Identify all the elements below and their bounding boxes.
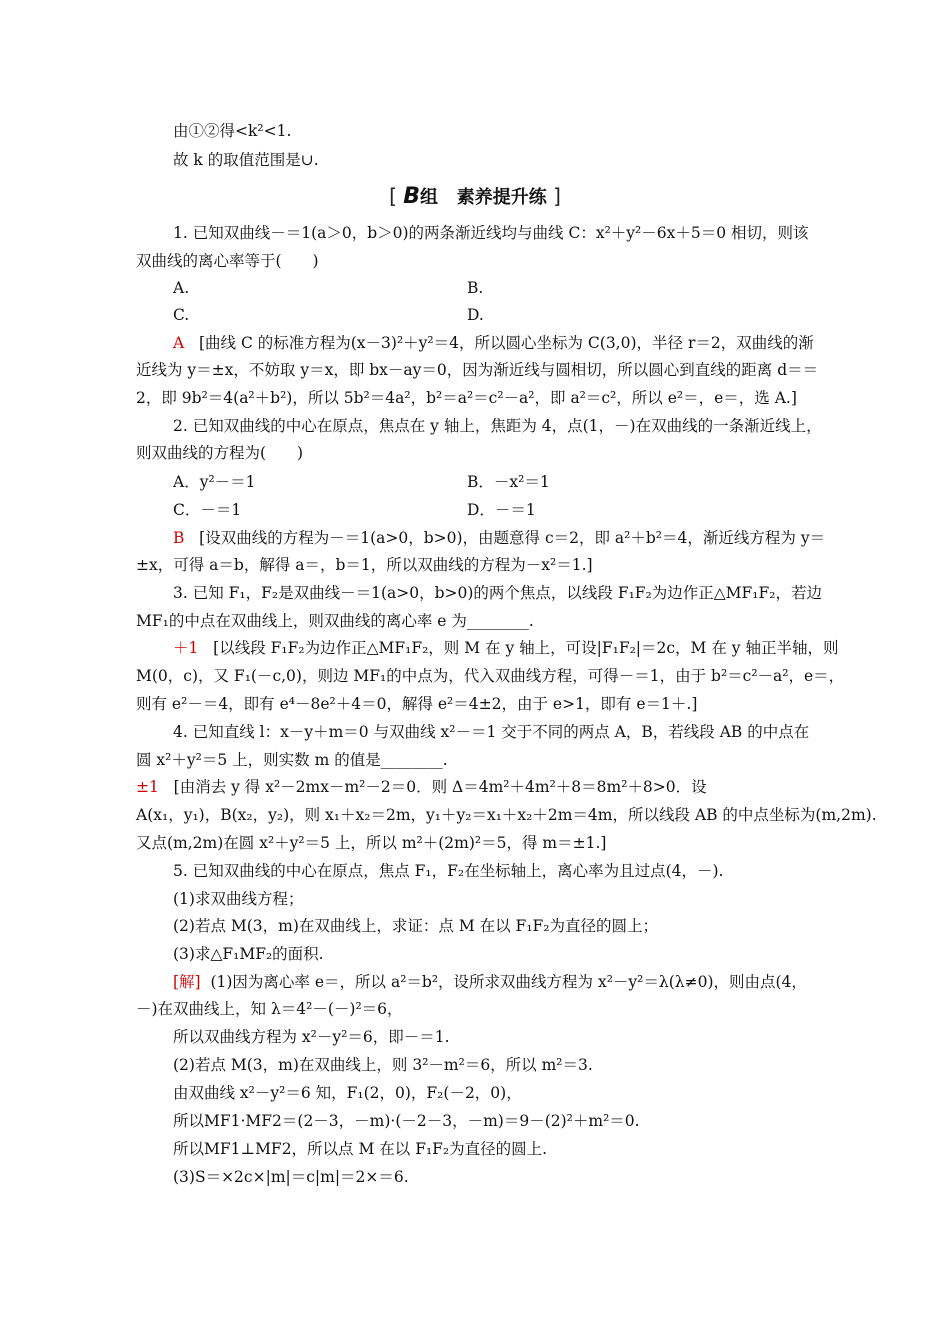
q3-solution-text-1: [以线段 F₁F₂为边作正△MF₁F₂，则 M 在 y 轴上，可设|F₁F₂|＝2c，M 在 y 轴正半轴，则 <box>213 639 839 657</box>
q1-option-d: D. <box>467 306 484 324</box>
q1-solution-line-3: 2，即 9b²＝4(a²＋b²)，所以 5b²＝4a²，b²＝a²＝c²－a²，即 a²＝c²，所以 e²＝，e＝，选 A.] <box>136 389 797 407</box>
q2-option-b: B．－x²＝1 <box>467 473 550 491</box>
q5-part-2: (2)若点 M(3，m)在双曲线上，求证：点 M 在以 F₁F₂为直径的圆上； <box>173 917 658 935</box>
q1-option-c: C. <box>173 306 190 324</box>
header-title: 素养提升练 <box>456 187 547 208</box>
q2-stem-line-1: 2. 已知双曲线的中心在原点，焦点在 y 轴上，焦距为 4，点(1，－)在双曲线的一条渐近线上， <box>173 417 822 435</box>
q5-solution-line-7: 所以MF1⊥MF2，所以点 M 在以 F₁F₂为直径的圆上. <box>173 1140 548 1158</box>
q4-solution-text-1: [由消去 y 得 x²－2mx－m²－2＝0．则 Δ＝4m²＋4m²＋8＝8m²＋8>0．设 <box>173 778 707 796</box>
q1-answer: A <box>173 334 185 352</box>
q5-solution-line-1 <box>173 971 807 993</box>
q5-answer-tag: [解] <box>173 973 201 991</box>
top-line-1: 由①②得<k²<1. <box>173 122 292 140</box>
q5-solution-line-5: 由双曲线 x²－y²＝6 知，F₁(2，0)，F₂(－2，0)， <box>173 1084 522 1102</box>
q4-solution-line-1 <box>136 776 707 798</box>
q5-solution-text-1: (1)因为离心率 e＝，所以 a²＝b²，设所求双曲线方程为 x²－y²＝λ(λ≠0)，则由点(4， <box>210 973 807 991</box>
q3-solution-line-2: M(0，c)，又 F₁(－c,0)，则边 MF₁的中点为，代入双曲线方程，可得－＝1，由于 b²＝c²－a²，e＝， <box>136 667 845 685</box>
q5-solution-line-3: 所以双曲线方程为 x²－y²＝6，即－＝1. <box>173 1028 450 1046</box>
q5-solution-line-4: (2)若点 M(3，m)在双曲线上，则 3²－m²＝6，所以 m²＝3. <box>173 1056 593 1074</box>
q5-solution-line-6: 所以MF1·MF2＝(2－3，－m)·(－2－3，－m)＝9－(2)²＋m²＝0. <box>173 1112 640 1130</box>
q2-answer: B <box>173 529 185 547</box>
q3-answer: ＋1 <box>173 639 199 657</box>
q1-solution-line-1 <box>173 332 814 354</box>
q5-solution-line-8: (3)S＝×2c×|m|＝c|m|＝2×＝6. <box>173 1168 409 1186</box>
section-header <box>0 183 950 211</box>
q5-solution-line-2: －)在双曲线上，知 λ＝4²－(－)²＝6， <box>136 1000 403 1018</box>
q2-option-c: C．－＝1 <box>173 501 242 519</box>
q2-solution-line-1 <box>173 527 825 549</box>
q4-stem-line-1: 4. 已知直线 l：x－y＋m＝0 与双曲线 x²－＝1 交于不同的两点 A，B，若线段 AB 的中点在 <box>173 723 810 741</box>
q5-part-1: (1)求双曲线方程； <box>173 890 304 908</box>
header-group-text: 组 <box>419 187 438 208</box>
q3-stem-line-1: 3. 已知 F₁，F₂是双曲线－＝1(a>0，b>0)的两个焦点，以线段 F₁F₂为边作正△MF₁F₂，若边 <box>173 584 822 602</box>
q1-option-a: A. <box>173 279 190 297</box>
q1-stem-line-2: 双曲线的离心率等于( ) <box>136 252 319 270</box>
q4-stem-line-2: 圆 x²＋y²＝5 上，则实数 m 的值是________. <box>136 751 448 769</box>
q1-stem-line-1: 1. 已知双曲线－＝1(a＞0，b＞0)的两条渐近线均与曲线 C：x²＋y²－6x＋5＝0 相切，则该 <box>173 224 809 242</box>
q5-part-3: (3)求△F₁MF₂的面积. <box>173 945 324 963</box>
q1-solution-text-1: [曲线 C 的标准方程为(x－3)²＋y²＝4，所以圆心坐标为 C(3,0)，半径 r＝2，双曲线的渐 <box>198 334 814 352</box>
q2-solution-text-1: [设双曲线的方程为－＝1(a>0，b>0)，由题意得 c＝2，即 a²＋b²＝4，渐近线方程为 y＝ <box>199 529 826 547</box>
q2-option-d: D．－＝1 <box>467 501 536 519</box>
q3-solution-line-1 <box>173 637 838 659</box>
q2-stem-line-2: 则双曲线的方程为( ) <box>136 444 304 462</box>
q5-stem-line-1: 5. 已知双曲线的中心在原点，焦点 F₁，F₂在坐标轴上，离心率为且过点(4，－). <box>173 862 724 880</box>
q1-solution-line-2: 近线为 y＝±x，不妨取 y＝x，即 bx－ay＝0，因为渐近线与圆相切，所以圆心到直线的距离 d＝＝ <box>136 361 819 379</box>
q3-solution-line-3: 则有 e²－＝4，即有 e⁴－8e²＋4＝0，解得 e²＝4±2，由于 e>1，即有 e＝1＋.] <box>136 695 698 713</box>
q4-solution-line-3: 又点(m,2m)在圆 x²＋y²＝5 上，所以 m²＋(2m)²＝5，得 m＝±1.] <box>136 834 607 852</box>
q3-stem-line-2: MF₁的中点在双曲线上，则双曲线的离心率 e 为________. <box>136 612 534 630</box>
header-right-bracket: ] <box>553 184 561 208</box>
header-left-bracket: [ <box>389 184 397 208</box>
header-group-letter: B <box>403 184 420 209</box>
top-line-2: 故 k 的取值范围是∪. <box>173 151 319 169</box>
q2-solution-line-2: ±x，可得 a＝b，解得 a＝，b＝1，所以双曲线的方程为－x²＝1.] <box>136 556 593 574</box>
q4-solution-line-2: A(x₁，y₁)，B(x₂，y₂)，则 x₁＋x₂＝2m，y₁＋y₂＝x₁＋x₂＋2m＝4m，所以线段 AB 的中点坐标为(m,2m). <box>136 806 877 824</box>
q1-option-b: B. <box>467 279 484 297</box>
q4-answer: ±1 <box>136 778 159 796</box>
q2-option-a: A．y²－＝1 <box>173 473 256 491</box>
